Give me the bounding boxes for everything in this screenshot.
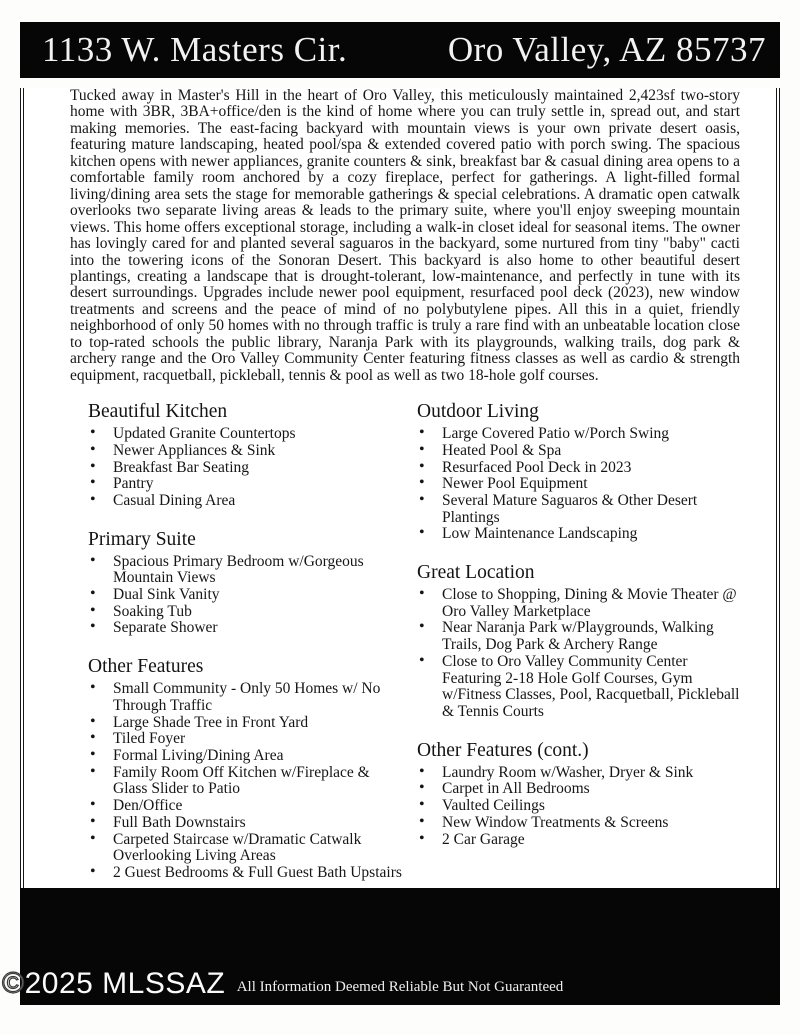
copyright-text (2, 969, 225, 999)
feature-item: • Heated Pool & Spa (442, 443, 750, 460)
feature-item: • Carpeted Staircase w/Dramatic Catwalk Overlooking Living Areas (113, 832, 407, 865)
feature-item: • Pantry (113, 476, 407, 493)
disclaimer-text: All Information Deemed Reliable But Not Guaranteed (236, 979, 564, 995)
city-state-zip: Oro Valley, AZ 85737 (447, 29, 766, 69)
section-title: Outdoor Living (417, 401, 539, 423)
copyright-icon: © (2, 967, 25, 1000)
feature-item: • Low Maintenance Landscaping (442, 526, 750, 543)
feature-item: • Large Covered Patio w/Porch Swing (442, 426, 750, 443)
feature-item: • Casual Dining Area (113, 493, 407, 510)
feature-item: • Dual Sink Vanity (113, 587, 407, 604)
section-title: Primary Suite (88, 528, 196, 550)
feature-item: • Tiled Foyer (113, 731, 407, 748)
feature-item: • Den/Office (113, 798, 407, 815)
feature-item: • New Window Treatments & Screens (442, 815, 750, 832)
feature-list (417, 426, 750, 543)
feature-item: • Resurfaced Pool Deck in 2023 (442, 460, 750, 477)
feature-list (88, 681, 407, 881)
document-frame (20, 22, 780, 894)
header-bar (20, 22, 780, 78)
feature-item: • Near Naranja Park w/Playgrounds, Walking Trails, Dog Park & Archery Range (442, 620, 750, 653)
feature-list (88, 554, 407, 638)
feature-item: • Vaulted Ceilings (442, 798, 750, 815)
feature-item: • Family Room Off Kitchen w/Fireplace & Glass Slider to Patio (113, 765, 407, 798)
section-title: Great Location (417, 562, 535, 584)
feature-item: • Several Mature Saguaros & Other Desert Plantings (442, 493, 750, 526)
section-title: Other Features (88, 656, 204, 678)
features-right-column (417, 401, 750, 881)
feature-item: • 2 Car Garage (442, 832, 750, 849)
feature-item: • Full Bath Downstairs (113, 815, 407, 832)
feature-list (88, 426, 407, 510)
feature-item: • Laundry Room w/Washer, Dryer & Sink (442, 765, 750, 782)
feature-item: • Carpet in All Bedrooms (442, 781, 750, 798)
property-description: Tucked away in Master's Hill in the heart of Oro Valley, this meticulously maintained 2,423sf two-story home with 3BR, 3BA+office/den is the kind of home where you can truly settle in, spread out, and start making memories. The east-facing backyard with mountain views is your own private desert oasis, featuring mature landscaping, heated pool/spa & extended covered patio with porch swing. The spacious kitchen opens with newer appliances, granite counters & sink, breakfast bar & casual dining area opens to a comfortable family room anchored by a cozy fireplace, perfect for gatherings. A light-filled formal living/dining area sets the stage for memorable gatherings & special celebrations. A dramatic open catwalk overlooks two separate living areas & leads to the primary suite, where you'll enjoy sweeping mountain views. This home offers exceptional storage, including a walk-in closet ideal for seasonal items. The owner has lovingly cared for and planted several saguaros in the backyard, some nurtured from tiny "baby" cacti into the towering icons of the Sonoran Desert. This backyard is also home to other beautiful desert plantings, creating a landscape that is drought-tolerant, low-maintenance, and perfectly in tune with its desert surroundings. Upgrades include newer pool equipment, resurfaced pool deck (2023), new window treatments and screens and the peace of mind of no polybutylene pipes. All this in a quiet, friendly neighborhood of only 50 homes with no through traffic is truly a rare find with an unbeatable location close to top-rated schools the public library, Naranja Park with its playgrounds, walking trails, dog park & archery range and the Oro Valley Community Center featuring fitness classes as well as cardio & strength equipment, racquetball, pickleball, tennis & pool as well as two 18-hole golf courses. (70, 87, 740, 384)
feature-list (417, 587, 750, 721)
feature-list (417, 765, 750, 849)
feature-item: • Small Community - Only 50 Homes w/ No Through Traffic (113, 681, 407, 714)
feature-item: • 2 Guest Bedrooms & Full Guest Bath Upstairs (113, 865, 407, 882)
copyright-year-org: 2025 MLSSAZ (24, 967, 226, 1000)
feature-item: • Newer Appliances & Sink (113, 443, 407, 460)
section-title: Other Features (cont.) (417, 739, 589, 761)
feature-item: • Close to Oro Valley Community Center Featuring 2-18 Hole Golf Courses, Gym w/Fitness Classes, Pool, Racquetball, Pickleball & Tennis Courts (442, 654, 750, 721)
feature-item: • Newer Pool Equipment (442, 476, 750, 493)
footer-bar (2, 888, 780, 1005)
feature-item: • Updated Granite Countertops (113, 426, 407, 443)
feature-item: • Separate Shower (113, 620, 407, 637)
feature-item: • Breakfast Bar Seating (113, 460, 407, 477)
section-title: Beautiful Kitchen (88, 401, 228, 423)
feature-item: • Large Shade Tree in Front Yard (113, 715, 407, 732)
feature-item: • Close to Shopping, Dining & Movie Theater @ Oro Valley Marketplace (442, 587, 750, 620)
street-address: 1133 W. Masters Cir. (42, 29, 348, 69)
content-box (20, 88, 780, 894)
feature-item: • Spacious Primary Bedroom w/Gorgeous Mountain Views (113, 554, 407, 587)
feature-item: • Formal Living/Dining Area (113, 748, 407, 765)
features-left-column (88, 401, 417, 881)
features-columns (88, 401, 750, 881)
feature-item: • Soaking Tub (113, 604, 407, 621)
